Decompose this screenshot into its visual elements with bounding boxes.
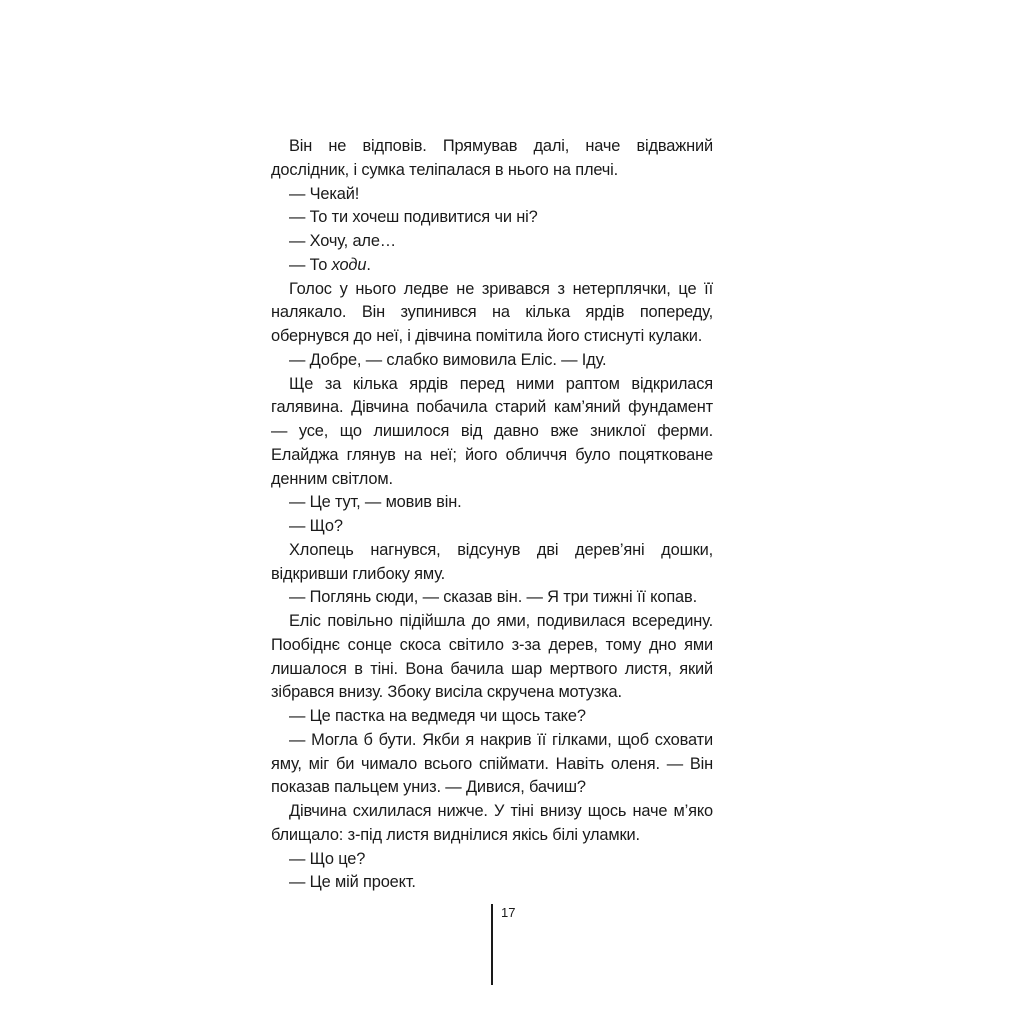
paragraph: — Чекай! [289,184,360,203]
paragraph: — Поглянь сюди, — сказав він. — Я три тижні її копав. [289,588,697,607]
paragraph: — Це тут, — мовив він. [289,493,462,512]
paragraph: Ще за кілька ярдів перед ними раптом відкрилася галявина. Дівчина побачила старий кам’яний фундамент — усе, що лишилося від давно вже зниклої ферми. Елайджа глянув на неї; його обличчя було поцятковане денним світлом. [271,374,713,488]
page-number: 17 [501,905,516,920]
paragraph: — Що? [289,517,343,535]
paragraph: Він не відповів. Прямував далі, наче відважний дослідник, і сумка теліпалася в нього на плечі. [271,137,713,179]
paragraph: — Це пастка на ведмедя чи щось таке? [289,707,586,725]
paragraph: — Могла б бути. Якби я накрив її гілками, щоб сховати яму, міг би чимало всього спіймати. Навіть оленя. — Він показав пальцем униз. — Дивися, бачиш? [271,730,713,797]
body-text [271,135,713,895]
paragraph: Дівчина схилилася нижче. У тіні внизу щось наче м’яко блищало: з-під листя виднілися якісь білі уламки. [271,802,713,844]
paragraph: Хлопець нагнувся, відсунув дві дерев’яні дошки, відкривши глибоку яму. [271,540,713,583]
paragraph: — Хочу, але… [289,232,397,250]
emphasized-word: ходи [331,255,367,274]
paragraph: — Добре, — слабко вимовила Еліс. — Іду. [289,350,607,369]
paragraph: — Що це? [289,849,366,868]
paragraph-text: . [366,255,371,274]
paragraph-text: — То [289,255,332,274]
page-number-rule [491,904,493,985]
paragraph: — Це мій проект. [289,873,416,892]
paragraph: — То ти хочеш подивитися чи ні? [289,208,538,227]
paragraph: Еліс повільно підійшла до ями, подивилася всередину. Пообіднє сонце скоса світило з-за дерев, тому дно ями лишалося в тіні. Вона бачила шар мертвого листя, який зібрався внизу. Збоку висіла скручена мотузка. [271,612,713,702]
paragraph: Голос у нього ледве не зривався з нетерплячки, це її налякало. Він зупинився на кілька ярдів попереду, обернувся до неї, і дівчина помітила його стиснуті кулаки. [271,279,713,345]
paragraph [271,254,713,278]
